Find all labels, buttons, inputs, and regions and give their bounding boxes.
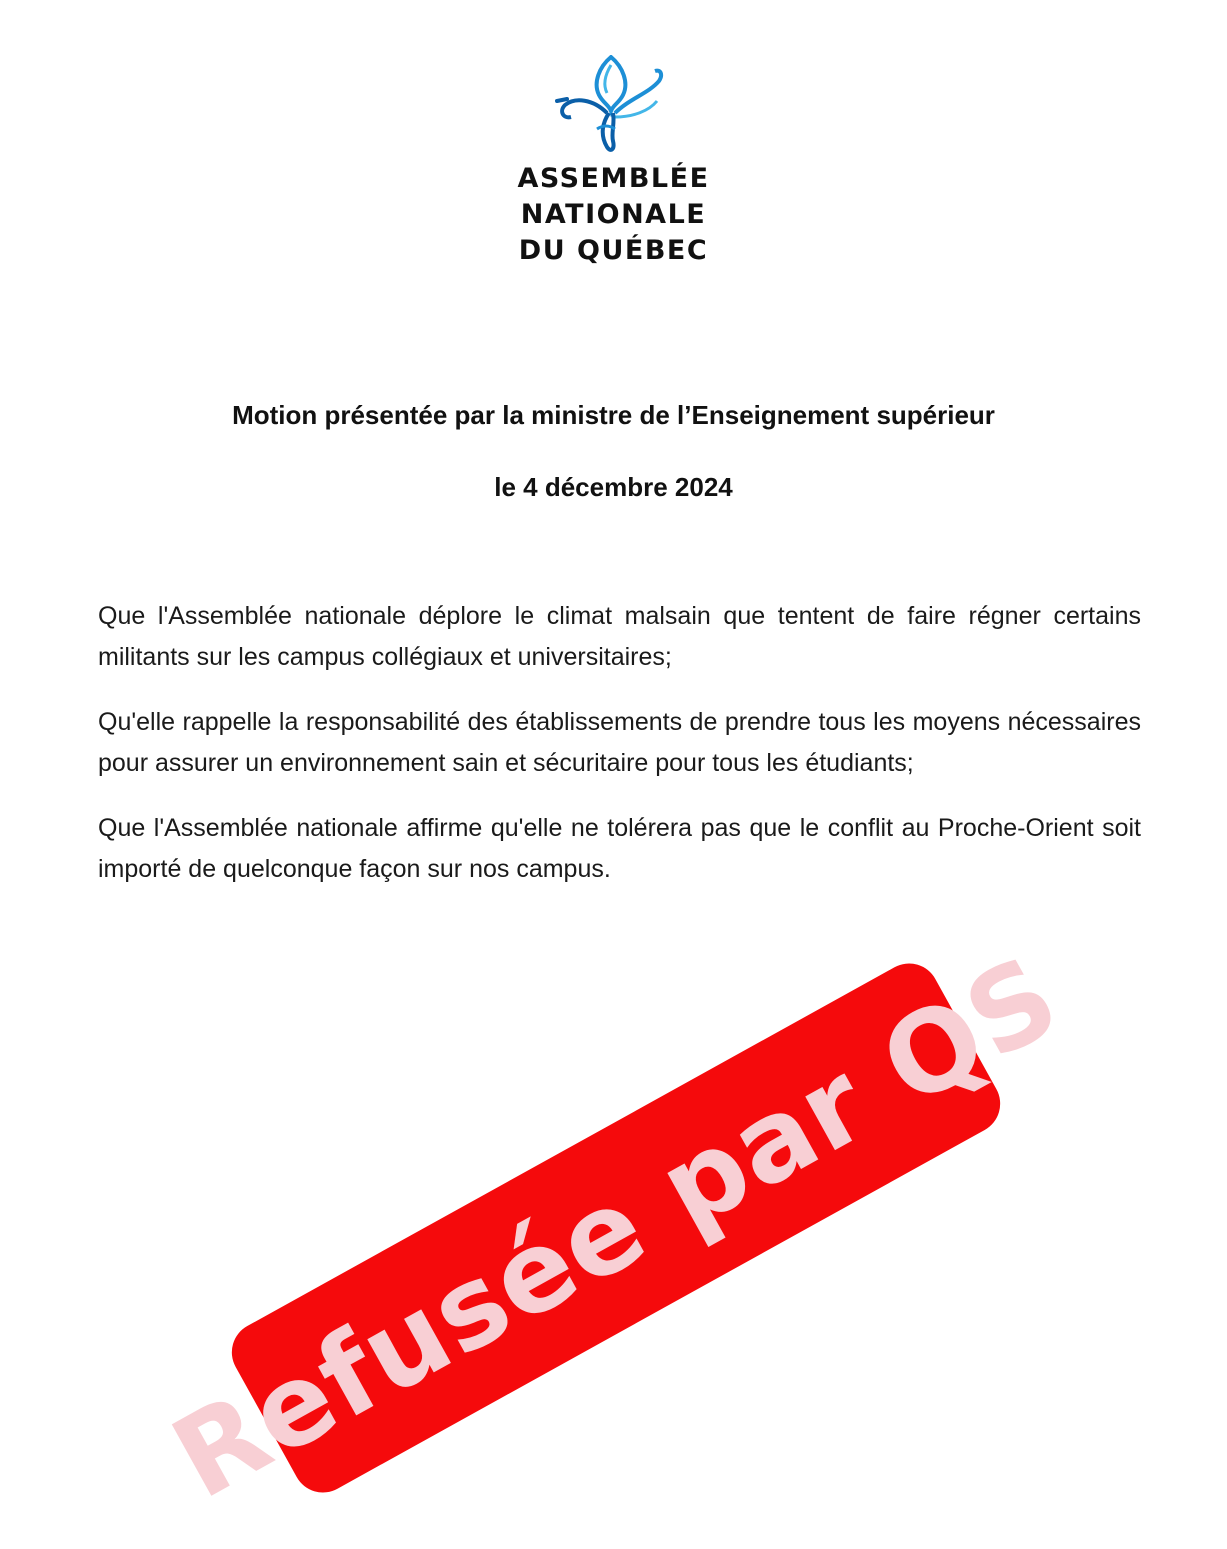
fleur-de-lis-icon: [549, 55, 679, 155]
motion-title: Motion présentée par la ministre de l’Enseignement supérieur: [232, 400, 995, 430]
motion-body: [98, 596, 1141, 914]
logo-line-1: ASSEMBLÉE: [517, 163, 710, 194]
stamp-text: Refusée par QS: [152, 931, 1080, 1525]
motion-paragraph-2: Qu'elle rappelle la responsabilité des établissements de prendre tous les moyens nécessaires pour assurer un environnement sain et sécuritaire pour tous les étudiants;: [98, 708, 1141, 777]
motion-paragraph-1: Que l'Assemblée nationale déplore le climat malsain que tentent de faire régner certains militants sur les campus collégiaux et universitaires;: [98, 602, 1141, 671]
logo-wordmark: [0, 161, 1227, 269]
logo-line-2: NATIONALE: [520, 199, 707, 230]
logo-line-3: DU QUÉBEC: [518, 235, 709, 266]
assemblee-nationale-logo: [0, 55, 1227, 269]
motion-date: le 4 décembre 2024: [494, 472, 733, 502]
refused-stamp: [152, 931, 1080, 1525]
motion-paragraph-3: Que l'Assemblée nationale affirme qu'elle ne tolérera pas que le conflit au Proche-Orient soit importé de quelconque façon sur nos campus.: [98, 814, 1141, 883]
